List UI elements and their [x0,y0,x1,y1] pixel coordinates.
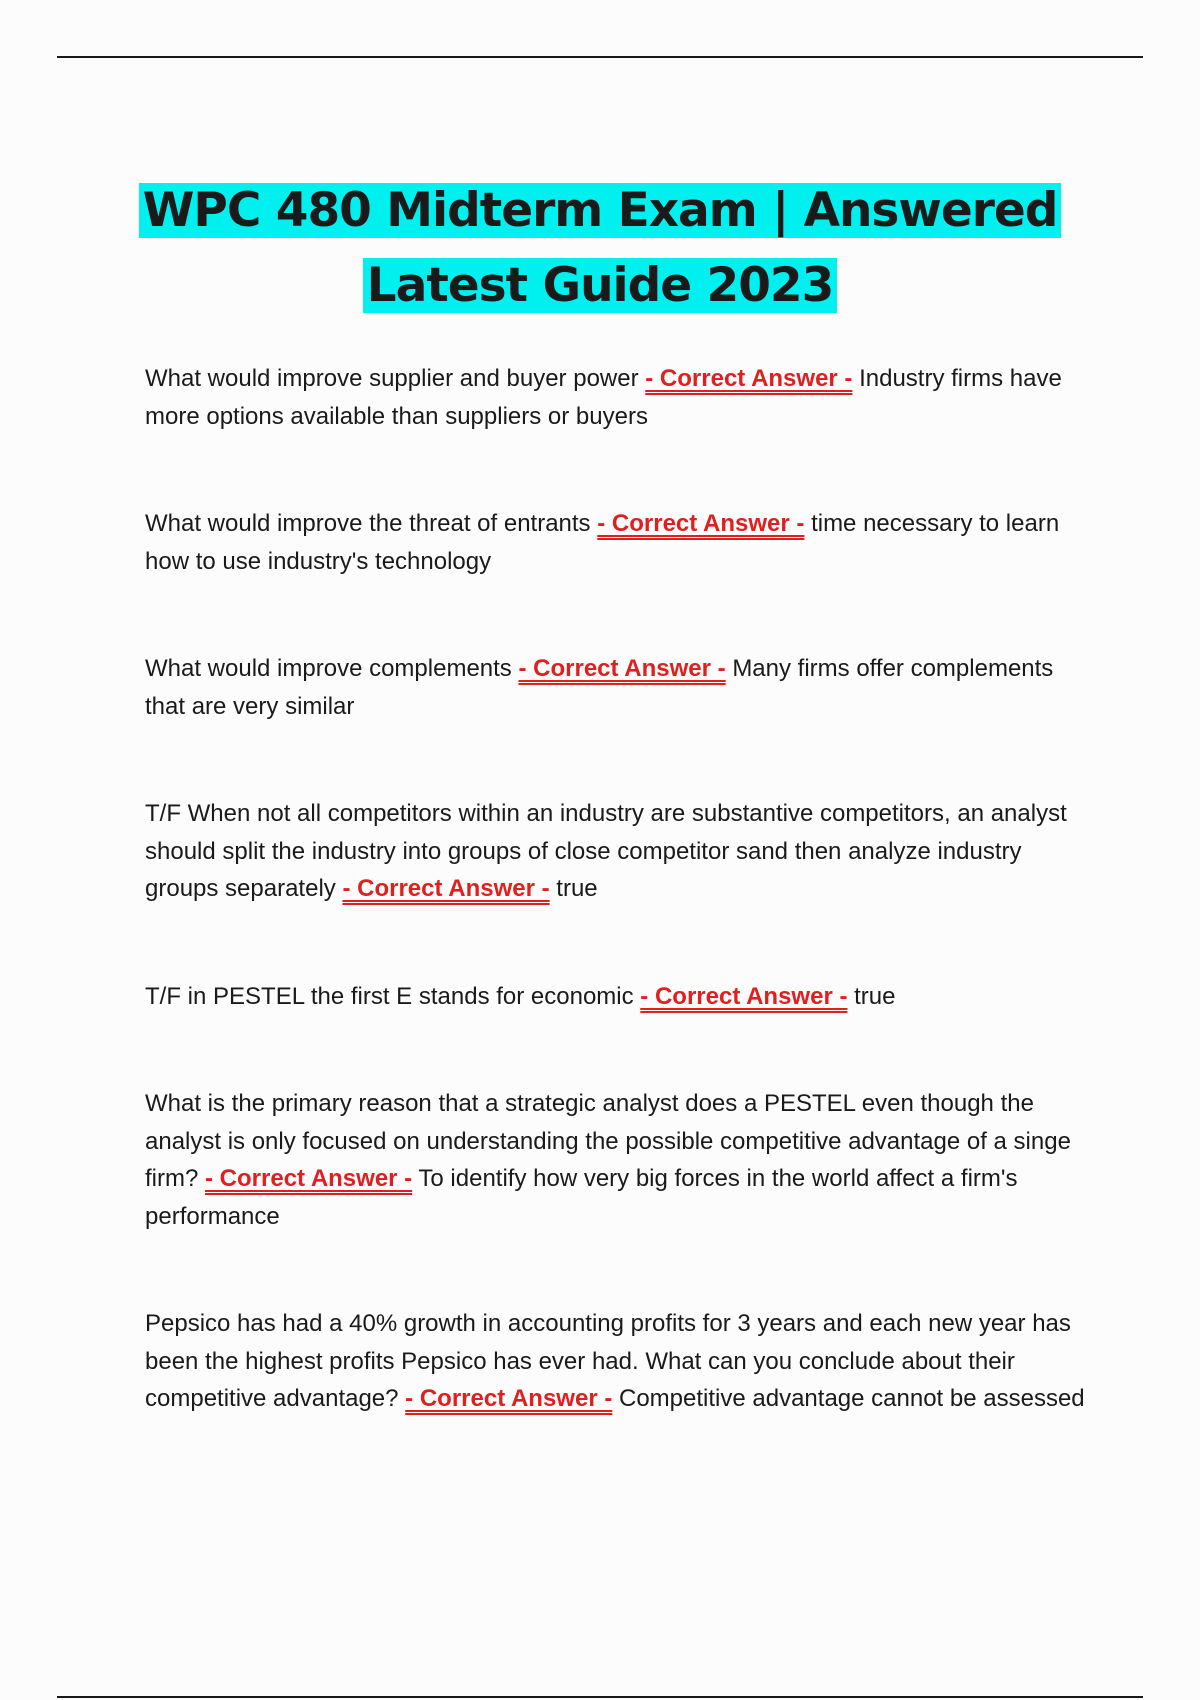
qa-item [145,650,1095,725]
question-text: What would improve the threat of entrants [145,510,591,537]
answer-text: Competitive advantage cannot be assessed [619,1385,1085,1412]
qa-item [145,795,1095,908]
question-text: T/F in PESTEL the first E stands for economic [145,982,634,1010]
correct-answer-marker: - Correct Answer - [518,655,726,682]
qa-list [145,360,1095,1418]
question-text: What would improve complements [145,655,512,682]
document-title [100,173,1100,323]
answer-text: Industry firms have more options available than suppliers or buyers [145,365,1062,430]
answer-text: true [854,982,896,1010]
answer-text: To identify how very big forces in the world affect a firm's performance [145,1165,1018,1230]
answer-text: time necessary to learn how to use industry's technology [145,510,1060,575]
qa-item [145,360,1095,435]
correct-answer-marker: - Correct Answer - [645,365,853,392]
correct-answer-marker: - Correct Answer - [205,1165,413,1192]
question-text: T/F When not all competitors within an industry are substantive competitors, an analyst should split the industry into groups of close competitor sand then analyze industry groups separately [145,800,1067,902]
question-text: Pepsico has had a 40% growth in accounting profits for 3 years and each new year has been the highest profits Pepsico has ever had. What can you conclude about their competitive advantage? [145,1310,1071,1412]
answer-text: true [556,875,598,902]
qa-item [145,505,1095,580]
correct-answer-marker: - Correct Answer - [342,875,550,902]
correct-answer-marker: - Correct Answer - [640,982,848,1010]
correct-answer-marker: - Correct Answer - [405,1385,613,1412]
qa-item [145,1085,1095,1235]
top-divider [57,56,1143,58]
question-text: What is the primary reason that a strategic analyst does a PESTEL even though the analyst is only focused on understanding the possible competitive advantage of a singe firm? [145,1090,1071,1192]
title-line-1: WPC 480 Midterm Exam | Answered [139,183,1062,238]
correct-answer-marker: - Correct Answer - [597,510,805,537]
qa-item [145,1305,1095,1418]
question-text: What would improve supplier and buyer power [145,365,639,392]
title-line-2: Latest Guide 2023 [363,258,838,313]
qa-item [145,978,1095,1016]
bottom-divider [57,1696,1143,1698]
answer-text: Many firms offer complements that are very similar [145,655,1054,720]
